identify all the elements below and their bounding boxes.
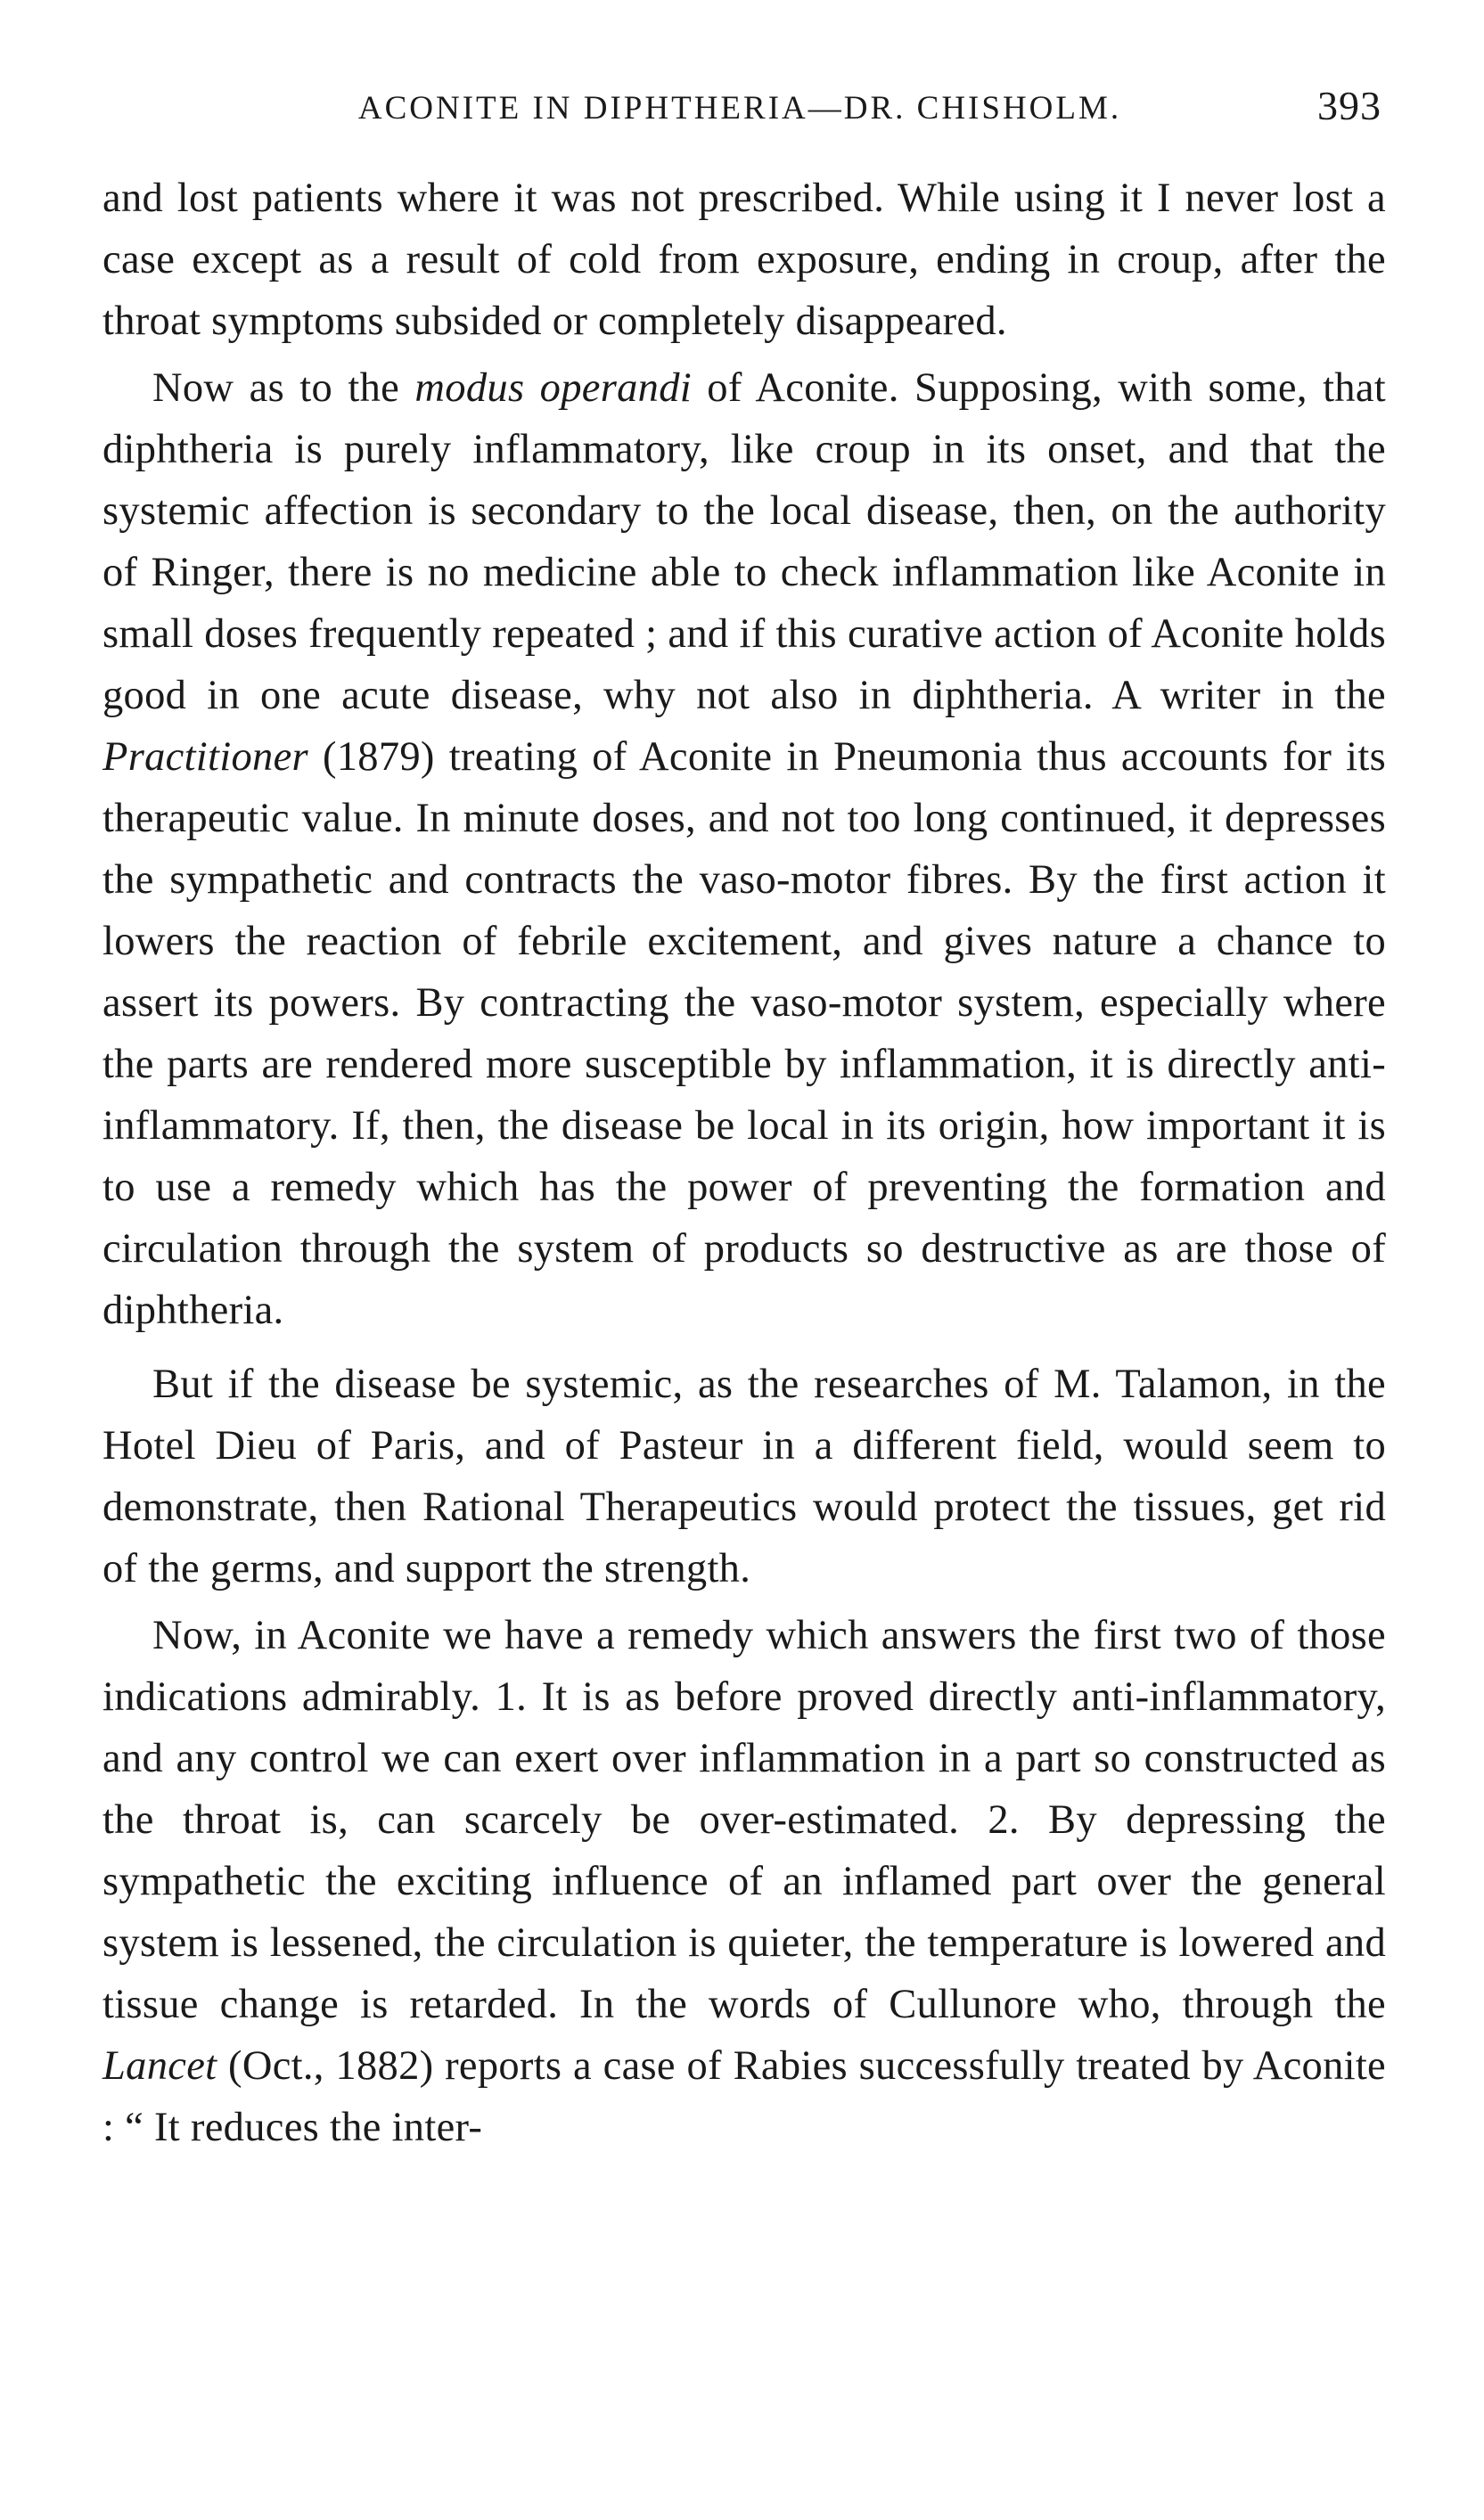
paragraph-2-text-c: (1879) treating of Aconite in Pneumonia thus accounts for its therapeutic value. In minute doses, and not too long continued, it depresses the sympathetic and contracts the vaso-motor fibres. By the first action it lowers the reaction of febrile excitement, and gives nature a chance to assert its powers. By contracting the vaso-motor system, especially where the parts are rendered more susceptible by inflammation, it is directly anti-inflammatory. If, then, the disease be local in its origin, how important it is to use a remedy which has the power of preventing the formation and circulation through the system of products so destructive as are those of diphtheria. <box>102 734 1386 1333</box>
running-head <box>98 82 1382 135</box>
paragraph-2 <box>102 357 1386 1341</box>
paragraph-2-italic-practitioner: Practitioner <box>102 734 308 780</box>
paragraph-4-text-a: Now, in Aconite we have a remedy which answers the first two of those indications admirably. 1. It is as before proved directly anti-inflammatory, and any control we can exert over inflammation in a part so constructed as the throat is, can scarcely be over-estimated. 2. By depressing the sympathetic the exciting influence of an inflamed part over the general system is lessened, the circulation is quieter, the temperature is lowered and tissue change is retarded. In the words of Cullunore who, through the <box>102 1613 1386 2027</box>
running-title: ACONITE IN DIPHTHERIA—DR. CHISHOLM. <box>357 90 1122 127</box>
paragraph-3: But if the disease be systemic, as the researches of M. Talamon, in the Hotel Dieu of Paris, and of Pasteur in a different field, would seem to demonstrate, then Rational Therapeutics would protect the tissues, get rid of the germs, and support the strength. <box>102 1362 1386 1591</box>
paragraph-4-text-b: (Oct., 1882) reports a case of Rabies successfully treated by Aconite : “ It reduces the inter- <box>102 2043 1386 2150</box>
page-number: 393 <box>1317 83 1382 128</box>
paragraph-1: and lost patients where it was not prescribed. While using it I never lost a case except as a result of cold from exposure, ending in croup, after the throat symptoms subsided or completely disappeared. <box>102 176 1386 344</box>
paragraph-4 <box>102 1605 1386 2158</box>
paragraph-4-italic-lancet: Lancet <box>102 2043 217 2089</box>
body-text <box>102 168 1386 2158</box>
paragraph-2-text-b: of Aconite. Supposing, with some, that diphtheria is purely inflammatory, like croup in its onset, and that the systemic affection is secondary to the local disease, then, on the authority of Ringer, there is no medicine able to check inflammation like Aconite in small doses frequently repeated ; and if this curative action of Aconite holds good in one acute disease, why not also in diphtheria. A writer in the <box>102 365 1386 718</box>
paragraph-2-text-a: Now as to the <box>152 365 415 411</box>
paragraph-2-italic-modus-operandi: modus operandi <box>414 365 692 411</box>
